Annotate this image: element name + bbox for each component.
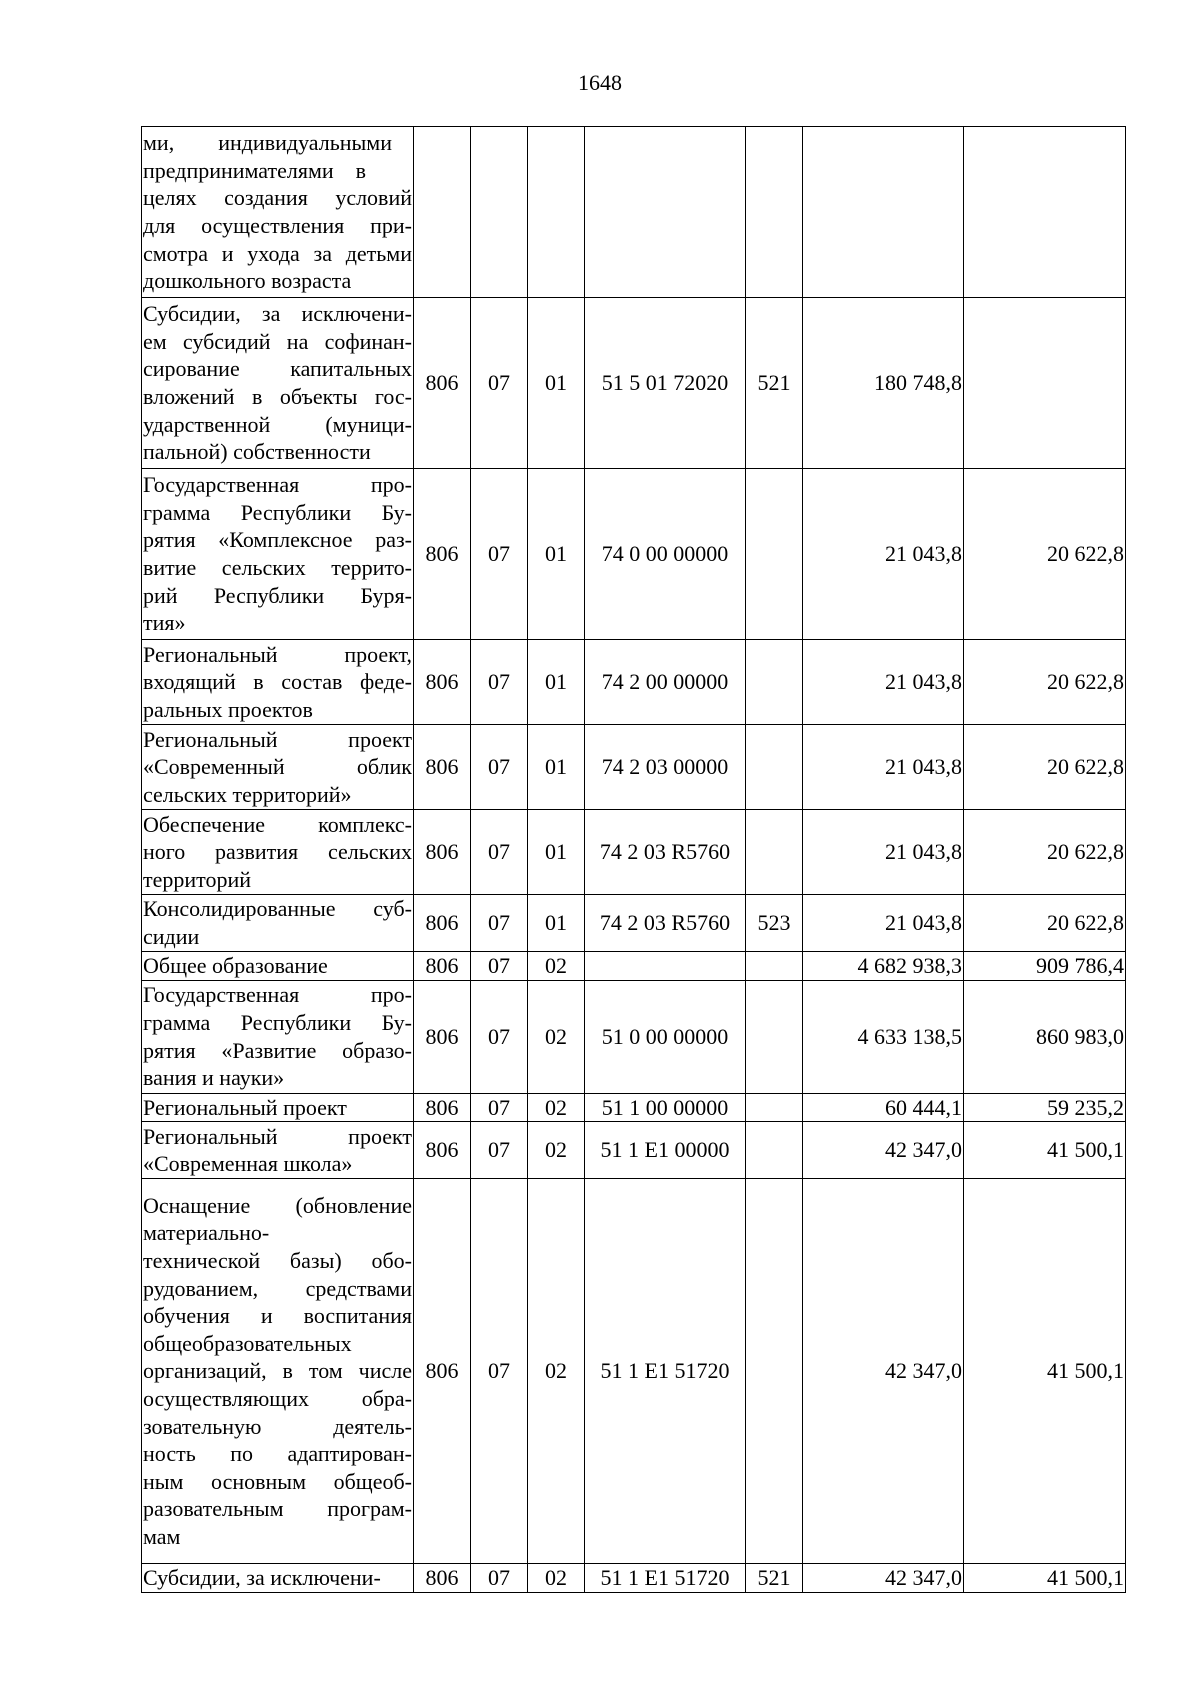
- cell-name-line: рий Республики Буря-: [143, 582, 412, 608]
- cell-name-line: смотра и ухода за детьми: [143, 240, 412, 266]
- cell-expense-type: [746, 1179, 803, 1564]
- cell-target-article: 74 2 03 00000: [585, 725, 746, 810]
- cell-target-article: [585, 952, 746, 981]
- cell-sum-year-1: 4 633 138,5: [803, 980, 964, 1093]
- cell-name: [142, 298, 414, 469]
- cell-name-line: территорий: [143, 866, 252, 892]
- cell-target-article: [585, 127, 746, 298]
- cell-sum-year-2: 41 500,1: [964, 1179, 1126, 1564]
- cell-subsection: [528, 127, 585, 298]
- cell-subsection: 02: [528, 1122, 585, 1179]
- cell-name-line: разовательным програм-: [143, 1496, 412, 1522]
- cell-subsection: 02: [528, 1093, 585, 1122]
- cell-subsection: 02: [528, 952, 585, 981]
- cell-sum-year-1: 21 043,8: [803, 810, 964, 895]
- cell-name-line: Обеспечение комплекс-: [143, 811, 412, 837]
- cell-sum-year-1: 60 444,1: [803, 1093, 964, 1122]
- cell-name-line: дошкольного возраста: [143, 268, 352, 294]
- cell-name-line: рудованием, средствами: [143, 1275, 412, 1301]
- cell-expense-type: [746, 640, 803, 725]
- cell-name-line: рятия «Комплексное раз-: [143, 527, 412, 553]
- cell-sum-year-2: [964, 298, 1126, 469]
- cell-name: [142, 895, 414, 952]
- cell-name-line: общеобразовательных: [143, 1330, 352, 1356]
- cell-name: [142, 469, 414, 640]
- cell-name: [142, 1122, 414, 1179]
- cell-name-line: «Современный облик: [143, 754, 412, 780]
- cell-sum-year-1: 21 043,8: [803, 640, 964, 725]
- cell-sum-year-1: 21 043,8: [803, 469, 964, 640]
- table-row: [142, 980, 1126, 1093]
- cell-name-line: организаций, в том числе: [143, 1358, 412, 1384]
- cell-name-line: пальной) собственности: [143, 439, 371, 465]
- cell-sum-year-2: 41 500,1: [964, 1564, 1126, 1593]
- budget-table: [141, 126, 1126, 1593]
- cell-sum-year-1: 42 347,0: [803, 1122, 964, 1179]
- cell-grbs: 806: [414, 1093, 471, 1122]
- cell-name-line: входящий в состав феде-: [143, 669, 412, 695]
- cell-name-line: обучения и воспитания: [143, 1303, 412, 1329]
- cell-name-line: ральных проектов: [143, 696, 313, 722]
- cell-sum-year-2: 860 983,0: [964, 980, 1126, 1093]
- cell-grbs: 806: [414, 1122, 471, 1179]
- cell-name-line: Региональный проект: [143, 726, 412, 752]
- cell-name-line: ем субсидий на софинан-: [143, 328, 412, 354]
- cell-section: 07: [471, 640, 528, 725]
- cell-subsection: 01: [528, 298, 585, 469]
- cell-sum-year-2: 41 500,1: [964, 1122, 1126, 1179]
- cell-subsection: 02: [528, 1179, 585, 1564]
- table-row: [142, 1093, 1126, 1122]
- cell-name-line: технической базы) обо-: [143, 1248, 412, 1274]
- cell-subsection: 01: [528, 725, 585, 810]
- cell-expense-type: [746, 127, 803, 298]
- cell-name-line: Региональный проект: [143, 1094, 347, 1120]
- cell-name-line: целях создания условий: [143, 185, 412, 211]
- cell-name-line: вложений в объекты гос-: [143, 384, 412, 409]
- cell-grbs: 806: [414, 952, 471, 981]
- cell-expense-type: 523: [746, 895, 803, 952]
- cell-name: [142, 127, 414, 298]
- cell-expense-type: [746, 980, 803, 1093]
- cell-section: 07: [471, 810, 528, 895]
- cell-sum-year-2: [964, 127, 1126, 298]
- cell-subsection: 01: [528, 810, 585, 895]
- cell-grbs: 806: [414, 1564, 471, 1593]
- cell-expense-type: [746, 810, 803, 895]
- cell-name-line: Консолидированные суб-: [143, 896, 412, 922]
- cell-sum-year-2: 59 235,2: [964, 1093, 1126, 1122]
- cell-section: 07: [471, 980, 528, 1093]
- table-row: [142, 640, 1126, 725]
- cell-expense-type: [746, 952, 803, 981]
- cell-name-line: сирование капитальных: [143, 356, 412, 382]
- table-row: [142, 725, 1126, 810]
- cell-name-line: мам: [143, 1523, 181, 1549]
- cell-name-line: зовательную деятель-: [143, 1413, 412, 1439]
- cell-sum-year-1: 42 347,0: [803, 1564, 964, 1593]
- cell-name-line: «Современная школа»: [143, 1151, 353, 1177]
- cell-name-line: сидии: [143, 924, 200, 949]
- cell-name: [142, 640, 414, 725]
- cell-name-line: Региональный проект: [143, 1123, 412, 1149]
- cell-sum-year-1: 4 682 938,3: [803, 952, 964, 981]
- cell-expense-type: [746, 469, 803, 640]
- cell-name-line: Субсидии, за исключени-: [143, 1565, 381, 1591]
- cell-sum-year-1: 180 748,8: [803, 298, 964, 469]
- cell-sum-year-2: 909 786,4: [964, 952, 1126, 981]
- cell-name-line: ным основным общеоб-: [143, 1468, 412, 1494]
- cell-name: [142, 980, 414, 1093]
- cell-name-line: грамма Республики Бу-: [143, 499, 412, 525]
- cell-section: 07: [471, 469, 528, 640]
- table-body: [142, 127, 1126, 1593]
- cell-sum-year-2: 20 622,8: [964, 725, 1126, 810]
- cell-grbs: 806: [414, 1179, 471, 1564]
- cell-expense-type: [746, 1093, 803, 1122]
- cell-target-article: 74 2 03 R5760: [585, 810, 746, 895]
- cell-grbs: [414, 127, 471, 298]
- cell-subsection: 02: [528, 1564, 585, 1593]
- table-row: [142, 1179, 1126, 1564]
- page-number: 1648: [578, 70, 622, 95]
- cell-target-article: 51 1 E1 00000: [585, 1122, 746, 1179]
- cell-section: 07: [471, 1179, 528, 1564]
- cell-name-line: вания и науки»: [143, 1065, 285, 1091]
- cell-target-article: 51 1 00 00000: [585, 1093, 746, 1122]
- cell-name-line: осуществляющих обра-: [143, 1385, 412, 1411]
- cell-subsection: 01: [528, 640, 585, 725]
- cell-name-line: Оснащение (обновление: [143, 1192, 412, 1218]
- cell-section: 07: [471, 298, 528, 469]
- cell-grbs: 806: [414, 810, 471, 895]
- cell-section: 07: [471, 952, 528, 981]
- cell-name-line: рятия «Развитие образо-: [143, 1037, 412, 1063]
- cell-name-line: материально-: [143, 1220, 270, 1246]
- cell-sum-year-1: 42 347,0: [803, 1179, 964, 1564]
- cell-sum-year-1: [803, 127, 964, 298]
- cell-target-article: 51 5 01 72020: [585, 298, 746, 469]
- cell-name-line: ударственной (муници-: [143, 411, 412, 437]
- cell-name-line: грамма Республики Бу-: [143, 1010, 412, 1035]
- cell-name: [142, 1564, 414, 1593]
- cell-subsection: 01: [528, 895, 585, 952]
- cell-name: [142, 1093, 414, 1122]
- table-row: [142, 952, 1126, 981]
- cell-target-article: 74 2 00 00000: [585, 640, 746, 725]
- cell-name: [142, 810, 414, 895]
- cell-grbs: 806: [414, 725, 471, 810]
- cell-name-line: ного развития сельских: [143, 839, 412, 865]
- cell-name-line: ми, индивидуальными: [143, 130, 392, 156]
- cell-name-line: ность по адаптирован-: [143, 1441, 412, 1467]
- cell-section: 07: [471, 1093, 528, 1122]
- table-row: [142, 1122, 1126, 1179]
- cell-grbs: 806: [414, 895, 471, 952]
- cell-target-article: 51 1 E1 51720: [585, 1564, 746, 1593]
- cell-target-article: 74 2 03 R5760: [585, 895, 746, 952]
- cell-grbs: 806: [414, 298, 471, 469]
- cell-section: 07: [471, 725, 528, 810]
- cell-target-article: 51 1 E1 51720: [585, 1179, 746, 1564]
- cell-target-article: 74 0 00 00000: [585, 469, 746, 640]
- table-row: [142, 810, 1126, 895]
- cell-target-article: 51 0 00 00000: [585, 980, 746, 1093]
- cell-name-line: Общее образование: [143, 953, 328, 978]
- cell-name: [142, 725, 414, 810]
- table-row: [142, 127, 1126, 298]
- cell-name-line: сельских территорий»: [143, 781, 352, 807]
- cell-subsection: 02: [528, 980, 585, 1093]
- cell-sum-year-2: 20 622,8: [964, 640, 1126, 725]
- cell-name: [142, 952, 414, 981]
- cell-expense-type: 521: [746, 1564, 803, 1593]
- cell-sum-year-1: 21 043,8: [803, 895, 964, 952]
- cell-name-line: тия»: [143, 610, 186, 636]
- cell-subsection: 01: [528, 469, 585, 640]
- cell-sum-year-2: 20 622,8: [964, 469, 1126, 640]
- cell-section: [471, 127, 528, 298]
- table-row: [142, 1564, 1126, 1593]
- table-row: [142, 895, 1126, 952]
- cell-section: 07: [471, 1564, 528, 1593]
- cell-expense-type: [746, 725, 803, 810]
- table-row: [142, 469, 1126, 640]
- cell-expense-type: [746, 1122, 803, 1179]
- cell-section: 07: [471, 895, 528, 952]
- cell-grbs: 806: [414, 469, 471, 640]
- cell-grbs: 806: [414, 640, 471, 725]
- cell-name-line: для осуществления при-: [143, 213, 412, 238]
- cell-name-line: предпринимателями в: [143, 157, 367, 183]
- cell-name-line: витие сельских террито-: [143, 555, 412, 580]
- cell-sum-year-2: 20 622,8: [964, 810, 1126, 895]
- cell-name-line: Государственная про-: [143, 982, 412, 1008]
- cell-sum-year-1: 21 043,8: [803, 725, 964, 810]
- cell-name-line: Субсидии, за исключени-: [143, 301, 412, 327]
- table-row: [142, 298, 1126, 469]
- cell-grbs: 806: [414, 980, 471, 1093]
- cell-name-line: Государственная про-: [143, 472, 412, 498]
- cell-expense-type: 521: [746, 298, 803, 469]
- cell-name: [142, 1179, 414, 1564]
- cell-section: 07: [471, 1122, 528, 1179]
- cell-name-line: Региональный проект,: [143, 641, 412, 667]
- cell-sum-year-2: 20 622,8: [964, 895, 1126, 952]
